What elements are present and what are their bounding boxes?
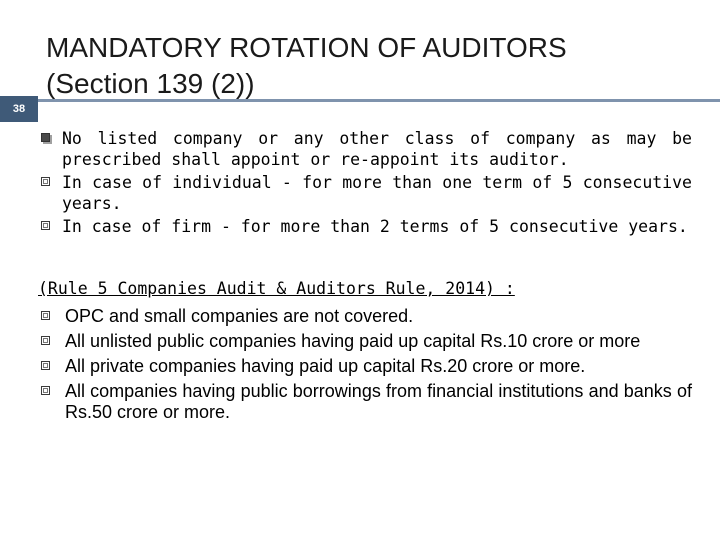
list-item: [38, 356, 692, 377]
list-item-text: In case of individual - for more than one term of 5 consecutive years.: [62, 173, 692, 213]
hollow-square-icon: [41, 336, 50, 345]
title-divider: [38, 99, 720, 102]
list-item: [38, 331, 692, 352]
list-item-text: OPC and small companies are not covered.: [65, 306, 414, 326]
slide-number: 38: [12, 103, 26, 115]
title-line-2: (Section 139 (2)): [46, 68, 255, 99]
list-item-text: No listed company or any other class of company as may be prescribed shall appoint or re-appoint its auditor.: [62, 129, 692, 169]
list-item: [38, 128, 692, 170]
hollow-square-icon: [41, 177, 50, 186]
hollow-square-icon: [41, 361, 50, 370]
rotation-rules-list: [38, 128, 692, 237]
list-item: [38, 216, 692, 237]
hollow-square-icon: [41, 221, 50, 230]
filled-square-icon: [41, 133, 50, 142]
list-item-text: In case of firm - for more than 2 terms of 5 consecutive years.: [62, 217, 688, 236]
list-item: [38, 172, 692, 214]
list-item-text: All private companies having paid up capital Rs.20 crore or more.: [65, 356, 586, 376]
hollow-square-icon: [41, 386, 50, 395]
list-item: [38, 381, 692, 423]
list-item-text: All companies having public borrowings from financial institutions and banks of Rs.50 crore or more.: [65, 381, 692, 422]
applicability-list: [38, 306, 692, 423]
rule-heading: (Rule 5 Companies Audit & Auditors Rule, 2014) :: [38, 279, 515, 298]
slide-number-badge: [0, 96, 38, 122]
title-line-1: MANDATORY ROTATION OF AUDITORS: [46, 32, 567, 63]
hollow-square-icon: [41, 311, 50, 320]
slide-title: [46, 30, 706, 102]
list-item: [38, 306, 692, 327]
list-item-text: All unlisted public companies having paid up capital Rs.10 crore or more: [65, 331, 641, 351]
